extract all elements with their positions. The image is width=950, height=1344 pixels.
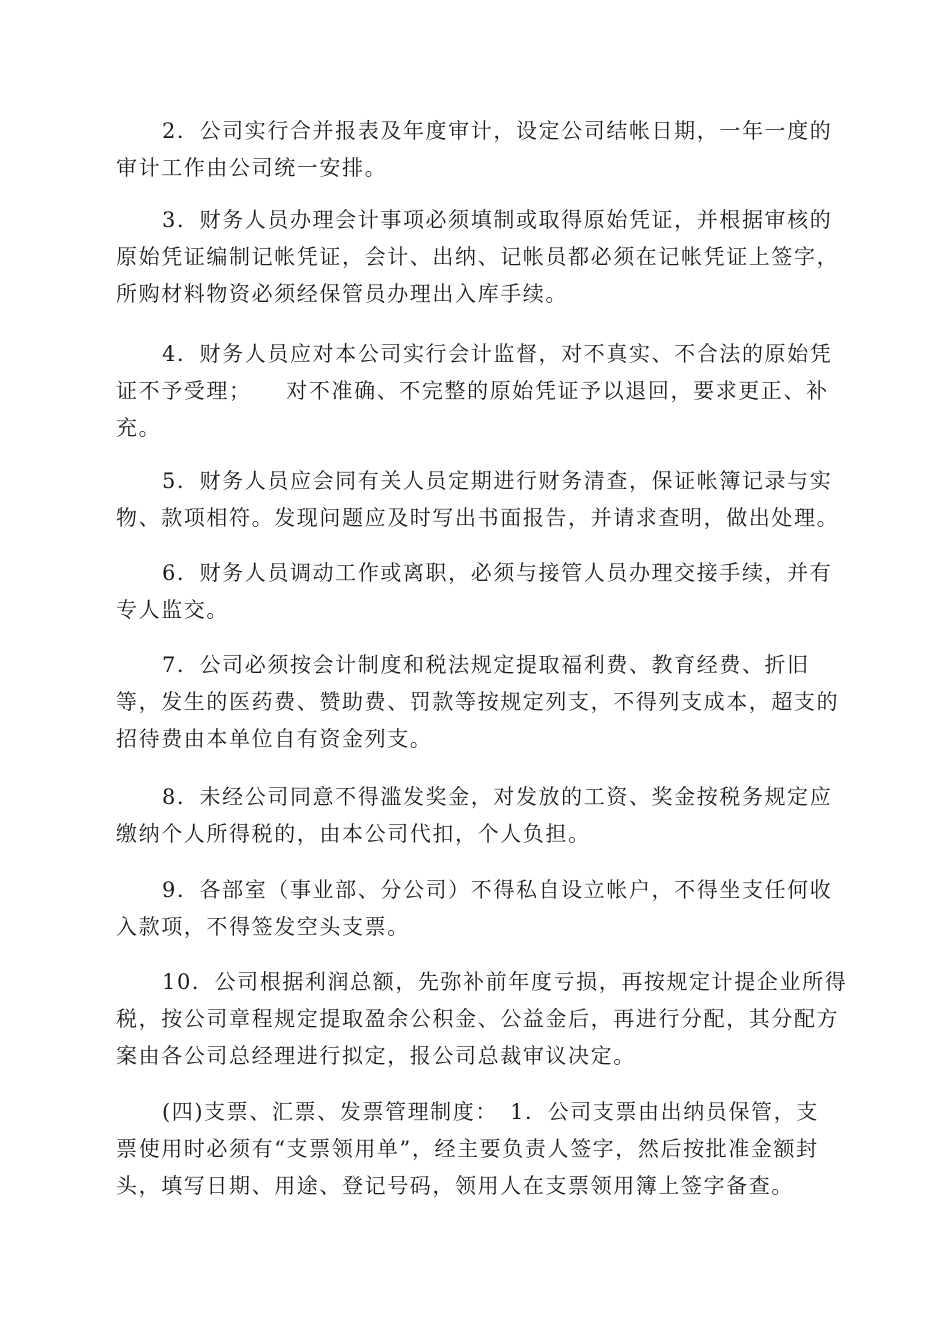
paragraph-10-line-1: (四)支票、汇票、发票管理制度： 1．公司支票由出纳员保管，支 [162,1100,819,1124]
paragraph-3-line-3: 充。 [116,416,162,440]
paragraph-6-line-3: 招待费由本单位自有资金列支。 [116,727,433,751]
paragraph-8-line-1: 9．各部室（事业部、分公司）不得私自设立帐户，不得坐支任何收 [162,878,833,902]
paragraph-1-line-1: 2．公司实行合并报表及年度审计，设定公司结帐日期，一年一度的 [162,119,833,143]
paragraph-5-line-2: 专人监交。 [116,598,229,622]
paragraph-9-line-2: 税，按公司章程规定提取盈余公积金、公益金后，再进行分配，其分配方 [116,1007,840,1031]
paragraph-2-line-2: 原始凭证编制记帐凭证，会计、出纳、记帐员都必须在记帐凭证上签字， [116,245,840,269]
paragraph-2-line-1: 3．财务人员办理会计事项必须填制或取得原始凭证，并根据审核的 [162,208,833,232]
paragraph-4-line-1: 5．财务人员应会同有关人员定期进行财务清查，保证帐簿记录与实 [162,469,833,493]
paragraph-6-line-2: 等，发生的医药费、赞助费、罚款等按规定列支，不得列支成本，超支的 [116,690,840,714]
paragraph-7-line-2: 缴纳个人所得税的，由本公司代扣，个人负担。 [116,822,591,846]
paragraph-2-line-3: 所购材料物资必须经保管员办理出入库手续。 [116,282,568,306]
paragraph-7-line-1: 8．未经公司同意不得滥发奖金，对发放的工资、奖金按税务规定应 [162,785,833,809]
paragraph-3-line-2: 证不予受理； 对不准确、不完整的原始凭证予以退回，要求更正、补 [116,379,829,403]
paragraph-3-line-1: 4．财务人员应对本公司实行会计监督，对不真实、不合法的原始凭 [162,342,833,366]
paragraph-10-line-2: 票使用时必须有“支票领用单”，经主要负责人签字，然后按批准金额封 [116,1137,819,1161]
paragraph-9-line-1: 10．公司根据利润总额，先弥补前年度亏损，再按规定计提企业所得 [162,970,848,994]
paragraph-10-line-3: 头，填写日期、用途、登记号码，领用人在支票领用簿上签字备查。 [116,1174,794,1198]
paragraph-1-line-2: 审计工作由公司统一安排。 [116,156,388,180]
paragraph-8-line-2: 入款项，不得签发空头支票。 [116,915,410,939]
paragraph-5-line-1: 6．财务人员调动工作或离职，必须与接管人员办理交接手续，并有 [162,561,833,585]
paragraph-6-line-1: 7．公司必须按会计制度和税法规定提取福利费、教育经费、折旧 [162,653,810,677]
paragraph-9-line-3: 案由各公司总经理进行拟定，报公司总裁审议决定。 [116,1044,636,1068]
paragraph-4-line-2: 物、款项相符。发现问题应及时写出书面报告，并请求查明，做出处理。 [116,506,840,530]
